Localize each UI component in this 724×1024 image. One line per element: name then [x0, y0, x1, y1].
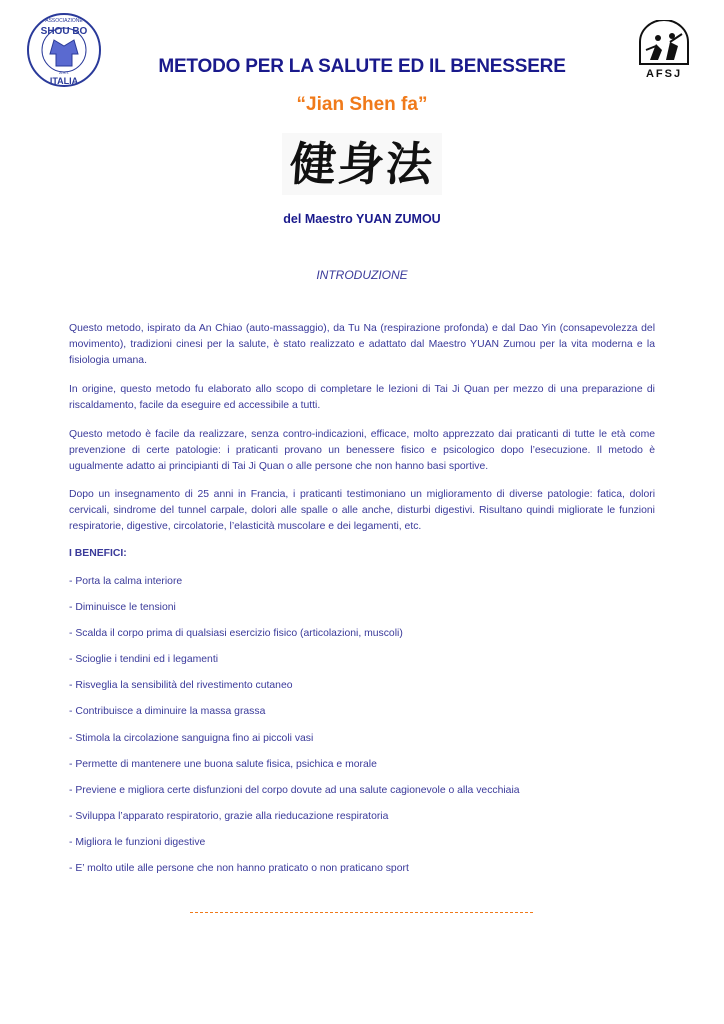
paragraph: In origine, questo metodo fu elaborato allo scopo di completare le lezioni di Tai Ji Quan per mezzo di una preparazione di riscaldamento, facile da eseguire ed accessibile a tutti.	[69, 384, 655, 411]
logo-bottom-text: ITALIA	[49, 76, 79, 86]
section-title: INTRODUZIONE	[316, 268, 408, 282]
calligraphy-text: 健身法	[288, 137, 436, 191]
list-item: - Permette di mantenere une buona salute fisica, psichica e morale	[69, 758, 377, 770]
paragraph: Questo metodo, ispirato da An Chiao (auto-massaggio), da Tu Na (respirazione profonda) e dal Dao Yin (consapevolezza del movimento), tradizioni cinesi per la salute, è stato realizzato e adattato dal Maestro YUAN Zumou per la vita moderna e la fisiologia umana.	[69, 323, 655, 366]
list-item: - Migliora le funzioni digestive	[69, 836, 206, 848]
list-item: - Contribuisce a diminuire la massa grassa	[69, 706, 266, 718]
paragraph: Questo metodo è facile da realizzare, senza contro-indicazioni, efficace, molto apprezzato dai praticanti di tutte le età come prevenzione di certe patologie: i praticanti provano un benessere fisico e psicologico dopo l’esecuzione. Il metodo è ugualmente adatto ai principianti di Tai Ji Quan o alle persone che non hanno basi sportive.	[69, 429, 655, 472]
benefits-heading: I BENEFICI:	[69, 548, 127, 559]
list-item: - Sviluppa l’apparato respiratorio, grazie alla rieducazione respiratoria	[69, 810, 389, 822]
logo-main-text: SHOU BO	[40, 26, 88, 37]
page-subtitle: “Jian Shen fa”	[296, 94, 428, 115]
list-item: - Scalda il corpo prima di qualsiasi esercizio fisico (articolazioni, muscoli)	[69, 628, 403, 640]
list-item: - E’ molto utile alle persone che non hanno praticato o non praticano sport	[69, 863, 409, 875]
page-title: METODO PER LA SALUTE ED IL BENESSERE	[158, 56, 566, 77]
chinese-calligraphy	[282, 133, 442, 195]
paragraph: Dopo un insegnamento di 25 anni in Francia, i praticanti testimoniano un miglioramento di diverse patologie: fatica, dolori cervicali, sindrome del tunnel carpale, dolori alle spalle o alle anche, disturbi digestivi. Risultano quindi migliorate le funzioni respiratorie, digestive, circolatorie, l’elasticità muscolare e dei legamenti, etc.	[69, 489, 655, 532]
logo-top-text: ASSOCIAZIONE	[45, 18, 83, 24]
shou-bo-italia-logo	[26, 10, 102, 90]
list-item: - Previene e migliora certe disfunzioni del corpo dovute ad una salute cagionevole o alla vecchiaia	[69, 784, 520, 796]
afsj-label: AFSJ	[645, 68, 683, 80]
list-item: - Diminuisce le tensioni	[69, 602, 176, 614]
list-item: - Risveglia la sensibilità del rivestimento cutaneo	[69, 680, 293, 692]
logo-small-text: A.S.I.	[59, 70, 69, 75]
author-line: del Maestro YUAN ZUMOU	[283, 212, 441, 226]
benefits-list	[69, 574, 520, 887]
list-item: - Porta la calma interiore	[69, 576, 183, 587]
dashed-divider	[190, 912, 533, 913]
list-item: - Scioglie i tendini ed i legamenti	[69, 654, 219, 666]
list-item: - Stimola la circolazione sanguigna fino ai piccoli vasi	[69, 732, 314, 744]
